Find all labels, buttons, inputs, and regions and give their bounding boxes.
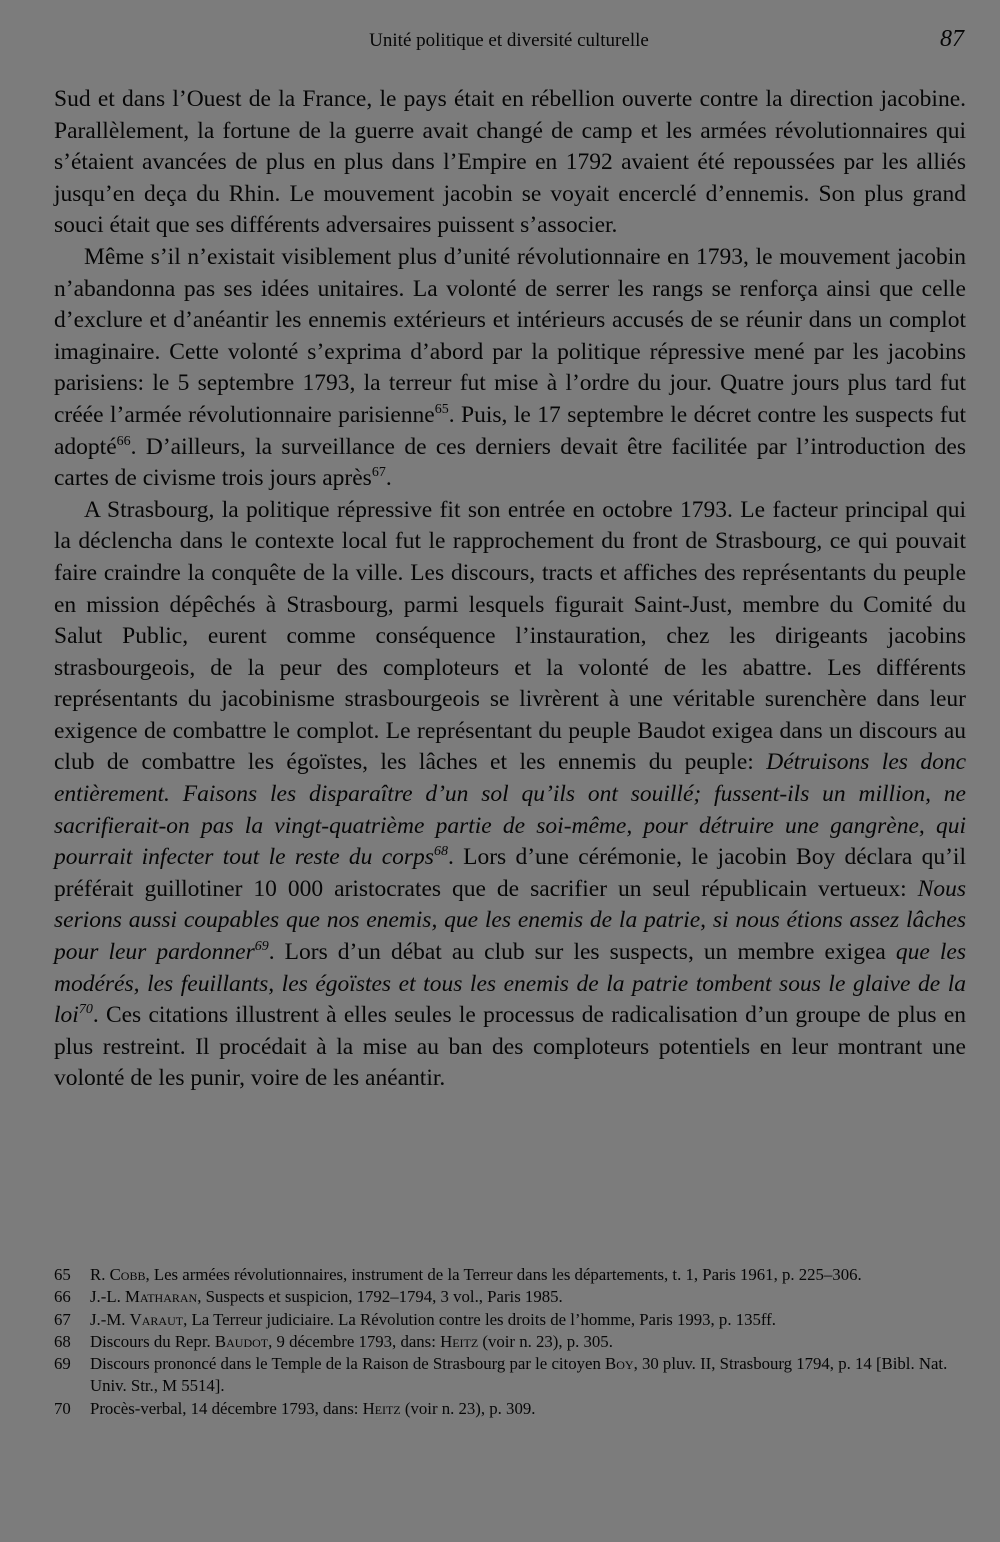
- text-run: (voir n. 23), p. 309.: [400, 1398, 536, 1418]
- author-name: Baudot: [214, 1331, 269, 1351]
- body-text: [54, 84, 966, 1095]
- footnote-number: 68: [54, 1331, 71, 1351]
- author-name: Varaut: [129, 1309, 184, 1329]
- text-run: Sud et dans l’Ouest de la France, le pays était en rébellion ouverte contre la direction jacobine. Parallèlement, la fortune de la guerre avait changé de camp et les armées révolutionnaires qui s’étaient avancées de plus en plus dans l’Empire en 1792 avaient été repoussées par les alliés jusqu’en deça du Rhin. Le mouvement jacobin se voyait encerclé d’ennemis. Son plus grand souci était que ses différents adversaires puissent s’associer.: [54, 86, 966, 239]
- text-run: .: [385, 465, 392, 492]
- footnotes: [54, 1264, 966, 1420]
- author-name: Cobb: [109, 1265, 146, 1284]
- text-run: (voir n. 23), p. 305.: [478, 1331, 613, 1351]
- text-run: . Puis, le 17 septembre le décret contre les suspects fut adopté: [54, 401, 966, 460]
- text-run: , Les armées révolutionnaires, instrument de la Terreur dans les départements, t. 1, Paris 1961, p. 225–306.: [145, 1265, 862, 1284]
- author-name: Matharan: [124, 1287, 198, 1307]
- text-run: . Lors d’une cérémonie, le jacobin Boy déclara qu’il préférait guillotiner 10 000 aristocrates que de sacrifier un seul républicain vertueux:: [54, 844, 966, 902]
- author-name: Boy: [605, 1354, 634, 1374]
- footnote: [54, 1264, 966, 1286]
- running-header: [54, 24, 964, 58]
- page-number: 87: [940, 26, 964, 52]
- text-run: . D’ailleurs, la surveillance de ces derniers devait être facilitée par l’introduction des cartes de civisme trois jours après: [54, 433, 966, 492]
- text-run: J.-M.: [90, 1309, 130, 1329]
- text-run: . Lors d’un débat au club sur les suspects, un membre exigea: [268, 939, 896, 966]
- text-run: , Suspects et suspicion, 1792–1794, 3 vol., Paris 1985.: [197, 1287, 563, 1307]
- paragraph: [54, 495, 966, 1095]
- footnote: [54, 1309, 966, 1331]
- text-run: Discours du Repr.: [90, 1331, 215, 1351]
- footnote-reference: 68: [433, 844, 448, 860]
- footnote: [54, 1286, 966, 1308]
- footnote: [54, 1331, 966, 1353]
- text-run: Procès-verbal, 14 décembre 1793, dans:: [90, 1398, 363, 1418]
- italic-quotation: Nous serions aussi coupables que nos enemis, que les enemis de la patrie, si nous étions assez lâches pour leur pardonner: [54, 875, 966, 966]
- footnote-reference: 70: [78, 1002, 93, 1018]
- text-run: . Ces citations illustrent à elles seules le processus de radicalisation d’un groupe de plus en plus restreint. Il procédait à la mise au ban des comploteurs potentiels en leur montrant une volonté de les punir, voire de les anéantir.: [54, 1002, 966, 1092]
- text-run: R.: [90, 1265, 110, 1284]
- paragraph: [54, 242, 966, 495]
- footnote-reference: 66: [116, 433, 131, 449]
- text-run: A Strasbourg, la politique répressive fit son entrée en octobre 1793. Le facteur principal qui la déclencha dans le contexte local fut le rapprochement du front de Strasbourg, ce qui pouvait faire craindre la conquête de la ville. Les discours, tracts et affiches des représentants du peuple en mission dépêchés à Strasbourg, parmi lesquels figurait Saint-Just, membre du Comité du Salut Public, eurent comme conséquence l’instauration, chez les dirigeants jacobins strasbourgeois, de la peur des comploteurs et la volonté de les abattre. Les différents représentants du jacobinisme strasbourgeois se livrèrent à une véritable surenchère dans leur exigence de combattre le complot. Le représentant du peuple Baudot exigea dans un discours au club de combattre les égoïstes, les lâches et les ennemis du peuple:: [54, 496, 966, 776]
- italic-quotation: Détruisons les donc entièrement. Faisons les disparaître d’un sol qu’ils ont souillé; fussent-ils un million, ne sacrifierait-on pas la vingt-quatrième partie de soi-même, pour détruire une gangrène, qui pourrait infecter tout le reste du corps: [54, 749, 966, 871]
- text-run: , 30 pluv. II, Strasbourg 1794, p. 14 [Bibl. Nat. Univ. Str., M 5514].: [90, 1354, 948, 1396]
- text-run: J.-L.: [90, 1287, 125, 1307]
- text-run: , La Terreur judiciaire. La Révolution contre les droits de l’homme, Paris 1993, p. 135ff.: [183, 1309, 776, 1329]
- text-run: Discours prononcé dans le Temple de la Raison de Strasbourg par le citoyen: [90, 1354, 606, 1374]
- footnote-number: 65: [54, 1265, 71, 1284]
- running-title: Unité politique et diversité culturelle: [369, 30, 649, 51]
- footnote-reference: 69: [254, 939, 269, 955]
- footnote-reference: 67: [371, 465, 386, 481]
- footnote: [54, 1398, 966, 1420]
- footnote-number: 70: [54, 1398, 71, 1418]
- author-name: Heitz: [362, 1398, 401, 1418]
- text-run: , 9 décembre 1793, dans:: [268, 1331, 441, 1351]
- author-name: Heitz: [440, 1331, 479, 1351]
- footnote-number: 66: [54, 1287, 71, 1307]
- footnote-number: 67: [54, 1309, 71, 1329]
- footnote-reference: 65: [434, 401, 449, 417]
- italic-quotation: que les modérés, les feuillants, les égoïstes et tous les enemis de la patrie tombent sous le glaive de la loi: [54, 939, 966, 1029]
- paragraph: [54, 84, 966, 242]
- footnote: [54, 1353, 966, 1398]
- text-run: Même s’il n’existait visiblement plus d’unité révolutionnaire en 1793, le mouvement jacobin n’abandonna pas ses idées unitaires. La volonté de serrer les rangs se renforça ainsi que celle d’exclure et d’anéantir les ennemis extérieurs et intérieurs accusés de se réunir dans un complot imaginaire. Cette volonté s’exprima d’abord par la politique répressive mené par les jacobins parisiens: le 5 septembre 1793, la terreur fut mise à l’ordre du jour. Quatre jours plus tard fut créée l’armée révolutionnaire parisienne: [54, 243, 966, 428]
- footnote-number: 69: [54, 1354, 71, 1374]
